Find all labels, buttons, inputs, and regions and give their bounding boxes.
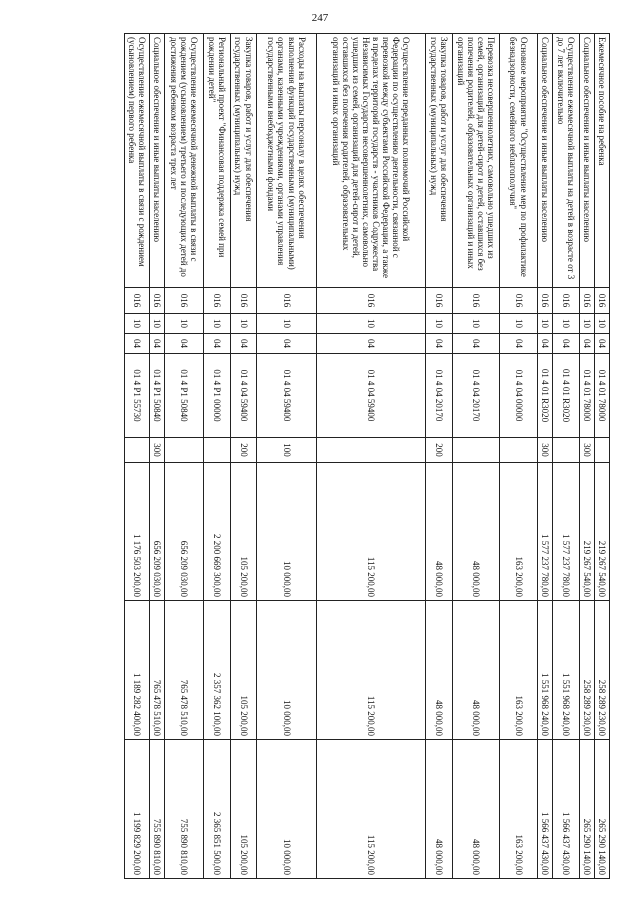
section-code: 10 bbox=[125, 314, 150, 334]
target-article: 01 4 01 R3020 bbox=[553, 354, 580, 438]
expense-type bbox=[165, 438, 204, 463]
ministry-code: 016 bbox=[231, 288, 257, 314]
ministry-code: 016 bbox=[500, 288, 538, 314]
expense-type: 300 bbox=[580, 438, 595, 463]
target-article: 01 4 04 00000 bbox=[500, 354, 538, 438]
amount-year-2: 258 289 230,00 bbox=[595, 601, 610, 740]
subsection-code: 04 bbox=[426, 334, 453, 354]
target-article: 01 4 04 20170 bbox=[453, 354, 500, 438]
row-name: Расходы на выплаты персоналу в целях обеспечения выполнения функций государственными (муниципальными) органами, казенными учреждениями, органами управления государственными внебюджетными фондами bbox=[257, 34, 317, 288]
amount-year-3: 1 199 829 200,00 bbox=[125, 740, 150, 879]
row-name: Социальное обеспечение и иные выплаты населению bbox=[580, 34, 595, 288]
expense-type: 200 bbox=[426, 438, 453, 463]
ministry-code: 016 bbox=[257, 288, 317, 314]
row-name: Осуществление ежемесячной выплаты на детей в возрасте от 3 до 7 лет включительно bbox=[553, 34, 580, 288]
expense-type bbox=[553, 438, 580, 463]
amount-year-1: 656 209 030,00 bbox=[165, 463, 204, 601]
budget-table bbox=[124, 33, 610, 879]
section-code: 10 bbox=[150, 314, 165, 334]
target-article: 01 4 01 78000 bbox=[595, 354, 610, 438]
amount-year-3: 163 200,00 bbox=[500, 740, 538, 879]
target-article: 01 4 01 78000 bbox=[580, 354, 595, 438]
section-code: 10 bbox=[426, 314, 453, 334]
target-article: 01 4 04 59400 bbox=[231, 354, 257, 438]
expense-type: 300 bbox=[150, 438, 165, 463]
amount-year-2: 10 000,00 bbox=[257, 601, 317, 740]
subsection-code: 04 bbox=[231, 334, 257, 354]
amount-year-1: 10 000,00 bbox=[257, 463, 317, 601]
amount-year-1: 2 200 669 300,00 bbox=[204, 463, 231, 601]
table-row bbox=[500, 34, 538, 879]
amount-year-3: 105 200,00 bbox=[231, 740, 257, 879]
expense-type bbox=[204, 438, 231, 463]
amount-year-1: 219 267 540,00 bbox=[580, 463, 595, 601]
amount-year-3: 2 365 851 500,00 bbox=[204, 740, 231, 879]
amount-year-1: 1 577 237 780,00 bbox=[553, 463, 580, 601]
table-row bbox=[317, 34, 426, 879]
row-name: Перевозка несовершеннолетних, самовольно ушедших из семей, организаций для детей-сирот и детей, оставшихся без попечения родителей, образовательных организаций и иных организаций bbox=[453, 34, 500, 288]
amount-year-2: 105 200,00 bbox=[231, 601, 257, 740]
amount-year-3: 115 200,00 bbox=[317, 740, 426, 879]
row-name: Социальное обеспечение и иные выплаты населению bbox=[538, 34, 553, 288]
ministry-code: 016 bbox=[538, 288, 553, 314]
subsection-code: 04 bbox=[165, 334, 204, 354]
row-name: Закупка товаров, работ и услуг для обеспечения государственных (муниципальных) нужд bbox=[231, 34, 257, 288]
table-row bbox=[580, 34, 595, 879]
amount-year-1: 1 577 237 780,00 bbox=[538, 463, 553, 601]
table-row bbox=[231, 34, 257, 879]
expense-type: 100 bbox=[257, 438, 317, 463]
row-name: Осуществление переданных полномочий Российской Федерации по осуществлению деятельности, связанной с перевозкой между субъектами Российской Федерации, а также в пределах территорий государств - участников Содружества Независимых Государств несовершеннолетних, самовольно ушедших из семей, организаций для детей-сирот и детей, оставшихся без попечения родителей, образовательных организаций и иных организаций bbox=[317, 34, 426, 288]
amount-year-3: 48 000,00 bbox=[426, 740, 453, 879]
subsection-code: 04 bbox=[553, 334, 580, 354]
amount-year-1: 163 200,00 bbox=[500, 463, 538, 601]
amount-year-2: 48 000,00 bbox=[426, 601, 453, 740]
subsection-code: 04 bbox=[595, 334, 610, 354]
table-row bbox=[553, 34, 580, 879]
table-row bbox=[204, 34, 231, 879]
subsection-code: 04 bbox=[257, 334, 317, 354]
section-code: 10 bbox=[500, 314, 538, 334]
table-row bbox=[257, 34, 317, 879]
rotated-page-content bbox=[30, 33, 610, 878]
section-code: 10 bbox=[553, 314, 580, 334]
target-article: 01 4 P1 00000 bbox=[204, 354, 231, 438]
amount-year-1: 105 200,00 bbox=[231, 463, 257, 601]
amount-year-2: 48 000,00 bbox=[453, 601, 500, 740]
target-article: 01 4 04 59400 bbox=[317, 354, 426, 438]
subsection-code: 04 bbox=[150, 334, 165, 354]
amount-year-1: 115 200,00 bbox=[317, 463, 426, 601]
section-code: 10 bbox=[595, 314, 610, 334]
table-row bbox=[426, 34, 453, 879]
expense-type bbox=[125, 438, 150, 463]
subsection-code: 04 bbox=[317, 334, 426, 354]
amount-year-1: 48 000,00 bbox=[426, 463, 453, 601]
amount-year-2: 258 289 230,00 bbox=[580, 601, 595, 740]
subsection-code: 04 bbox=[538, 334, 553, 354]
row-name: Социальное обеспечение и иные выплаты населению bbox=[150, 34, 165, 288]
page-number: 247 bbox=[311, 12, 329, 24]
section-code: 10 bbox=[538, 314, 553, 334]
ministry-code: 016 bbox=[553, 288, 580, 314]
section-code: 10 bbox=[257, 314, 317, 334]
expense-type bbox=[595, 438, 610, 463]
row-name: Осуществление ежемесячной денежной выплаты в связи с рождением (усыновлением) третьего и последующих детей до достижения ребенком возраста трех лет bbox=[165, 34, 204, 288]
amount-year-1: 219 267 540,00 bbox=[595, 463, 610, 601]
section-code: 10 bbox=[580, 314, 595, 334]
ministry-code: 016 bbox=[165, 288, 204, 314]
amount-year-3: 48 000,00 bbox=[453, 740, 500, 879]
amount-year-3: 1 566 437 430,00 bbox=[553, 740, 580, 879]
ministry-code: 016 bbox=[580, 288, 595, 314]
ministry-code: 016 bbox=[204, 288, 231, 314]
subsection-code: 04 bbox=[453, 334, 500, 354]
table-row bbox=[165, 34, 204, 879]
table-row bbox=[150, 34, 165, 879]
amount-year-2: 1 551 968 240,00 bbox=[553, 601, 580, 740]
amount-year-2: 115 200,00 bbox=[317, 601, 426, 740]
section-code: 10 bbox=[231, 314, 257, 334]
amount-year-3: 265 290 140,00 bbox=[595, 740, 610, 879]
ministry-code: 016 bbox=[317, 288, 426, 314]
expense-type: 200 bbox=[231, 438, 257, 463]
row-name: Региональный проект "Финансовая поддержка семей при рождении детей" bbox=[204, 34, 231, 288]
target-article: 01 4 P1 50840 bbox=[150, 354, 165, 438]
amount-year-2: 163 200,00 bbox=[500, 601, 538, 740]
amount-year-3: 1 566 437 430,00 bbox=[538, 740, 553, 879]
expense-type bbox=[317, 438, 426, 463]
target-article: 01 4 P1 50840 bbox=[165, 354, 204, 438]
amount-year-2: 1 551 968 240,00 bbox=[538, 601, 553, 740]
subsection-code: 04 bbox=[204, 334, 231, 354]
amount-year-1: 48 000,00 bbox=[453, 463, 500, 601]
ministry-code: 016 bbox=[150, 288, 165, 314]
target-article: 01 4 P1 55730 bbox=[125, 354, 150, 438]
ministry-code: 016 bbox=[125, 288, 150, 314]
row-name: Закупка товаров, работ и услуг для обеспечения государственных (муниципальных) нужд bbox=[426, 34, 453, 288]
row-name: Ежемесячное пособие на ребенка bbox=[595, 34, 610, 288]
row-name: Осуществление ежемесячной выплаты в связи с рождением (усыновлением) первого ребенка bbox=[125, 34, 150, 288]
amount-year-3: 265 290 140,00 bbox=[580, 740, 595, 879]
target-article: 01 4 04 20170 bbox=[426, 354, 453, 438]
amount-year-3: 755 890 810,00 bbox=[165, 740, 204, 879]
amount-year-3: 10 000,00 bbox=[257, 740, 317, 879]
subsection-code: 04 bbox=[580, 334, 595, 354]
ministry-code: 016 bbox=[595, 288, 610, 314]
row-name: Основное мероприятие "Осуществление мер по профилактике безнадзорности, семейного неблагополучия" bbox=[500, 34, 538, 288]
subsection-code: 04 bbox=[125, 334, 150, 354]
table-row bbox=[453, 34, 500, 879]
expense-type: 300 bbox=[538, 438, 553, 463]
ministry-code: 016 bbox=[453, 288, 500, 314]
section-code: 10 bbox=[204, 314, 231, 334]
amount-year-2: 1 189 282 400,00 bbox=[125, 601, 150, 740]
target-article: 01 4 04 59400 bbox=[257, 354, 317, 438]
ministry-code: 016 bbox=[426, 288, 453, 314]
amount-year-1: 1 176 503 200,00 bbox=[125, 463, 150, 601]
amount-year-2: 765 478 510,00 bbox=[150, 601, 165, 740]
target-article: 01 4 01 R3020 bbox=[538, 354, 553, 438]
subsection-code: 04 bbox=[500, 334, 538, 354]
section-code: 10 bbox=[453, 314, 500, 334]
expense-type bbox=[453, 438, 500, 463]
section-code: 10 bbox=[165, 314, 204, 334]
table-row bbox=[595, 34, 610, 879]
section-code: 10 bbox=[317, 314, 426, 334]
table-row bbox=[538, 34, 553, 879]
amount-year-2: 2 357 362 100,00 bbox=[204, 601, 231, 740]
amount-year-2: 765 478 510,00 bbox=[165, 601, 204, 740]
amount-year-1: 656 209 030,00 bbox=[150, 463, 165, 601]
amount-year-3: 755 890 810,00 bbox=[150, 740, 165, 879]
table-row bbox=[125, 34, 150, 879]
expense-type bbox=[500, 438, 538, 463]
